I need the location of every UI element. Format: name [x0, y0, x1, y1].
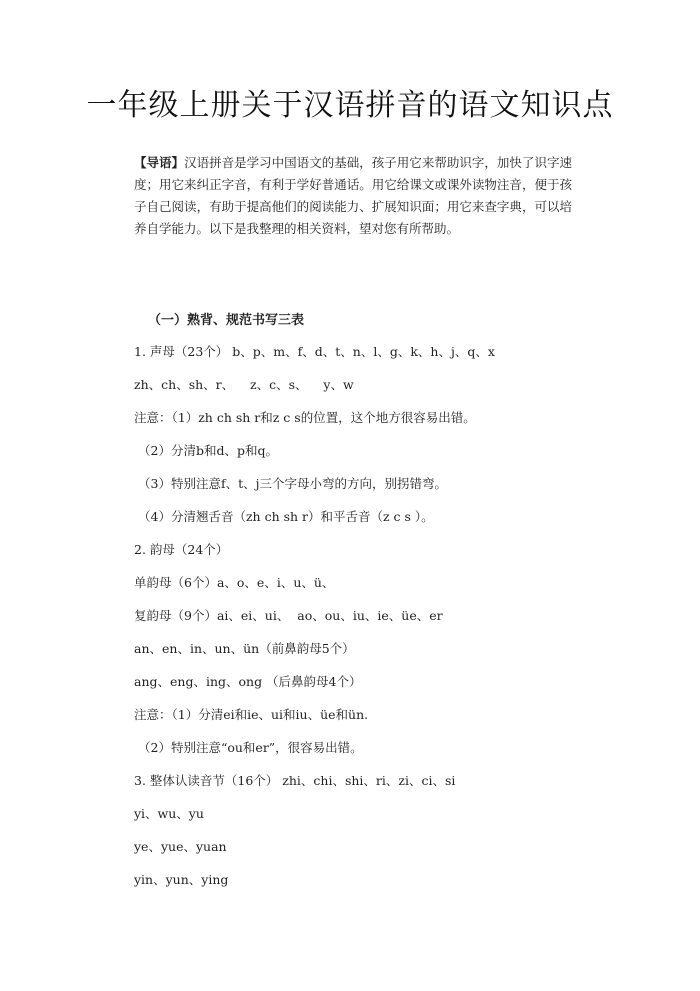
whole-syllables-line: ye、yue、yuan	[134, 839, 227, 854]
section-heading: （一）熟背、规范书写三表	[148, 313, 305, 328]
note-line: （2）特别注意“ou和er”，很容易出错。	[138, 740, 363, 755]
note-line: 注意：（1）分清ei和ie、ui和iu、üe和ün.	[134, 707, 369, 722]
front-nasal-finals-line: an、en、in、un、ün（前鼻韵母5个）	[134, 641, 355, 656]
whole-syllables-line: yi、wu、yu	[134, 806, 204, 821]
intro-text: 汉语拼音是学习中国语文的基础，孩子用它来帮助识字，加快了识字速度；用它来纠正字音，有利于学好普通话。用它给课文或课外读物注音，便于孩子自己阅读，有助于提高他们的阅读能力、扩展知识面；用它来查字典，可以培养自学能力。以下是我整理的相关资料，望对您有所帮助。	[134, 155, 572, 236]
note-line: （4）分清翘舌音（zh ch sh r）和平舌音（z c s ）。	[138, 509, 434, 524]
back-nasal-finals-line: ang、eng、ing、ong （后鼻韵母4个）	[134, 674, 362, 689]
intro-lead: 【导语】	[134, 155, 185, 170]
note-line: （3）特别注意f、t、j三个字母小弯的方向，别拐错弯。	[138, 476, 447, 491]
note-line: 注意：（1）zh ch sh r和z c s的位置，这个地方很容易出错。	[134, 410, 476, 425]
simple-finals-line: 单韵母（6个）a、o、e、i、u、ü、	[134, 575, 335, 590]
document-title: 一年级上册关于汉语拼音的语文知识点	[86, 88, 614, 123]
compound-finals-line: 复韵母（9个）ai、ei、ui、 ao、ou、iu、ie、üe、er	[134, 608, 443, 623]
whole-syllables-line: yin、yun、ying	[134, 872, 229, 887]
initials-line: 1. 声母（23个） b、p、m、f、d、t、n、l、g、k、h、j、q、x	[134, 344, 495, 359]
finals-heading: 2. 韵母（24个）	[134, 542, 229, 557]
initials-line-cont: zh、ch、sh、r、 z、c、s、 y、w	[134, 377, 354, 392]
whole-syllables-line: 3. 整体认读音节（16个） zhi、chi、shi、ri、zi、ci、si	[134, 773, 456, 788]
note-line: （2）分清b和d、p和q。	[138, 443, 278, 458]
intro-paragraph	[134, 152, 572, 240]
